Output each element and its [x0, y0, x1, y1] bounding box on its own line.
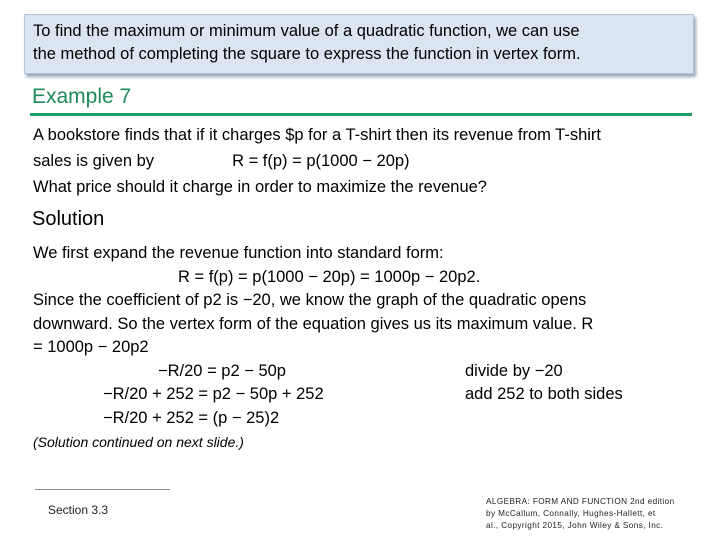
step-row — [33, 360, 698, 384]
problem-line-2 — [33, 148, 693, 174]
continued-note: (Solution continued on next slide.) — [33, 434, 244, 450]
solution-body — [33, 242, 698, 430]
revenue-formula: R = f(p) = p(1000 − 20p) — [232, 152, 410, 170]
footer-credit — [486, 496, 686, 532]
footer-divider — [35, 489, 170, 490]
step-comment: add 252 to both sides — [465, 385, 623, 403]
footer-credit-line-1: ALGEBRA: FORM AND FUNCTION 2nd edition — [486, 497, 675, 506]
step-equation: −R/20 = p2 − 50p — [158, 361, 286, 380]
step-equation: −R/20 + 252 = p2 − 50p + 252 — [103, 385, 324, 403]
intro-box — [24, 14, 694, 74]
title-divider — [30, 113, 692, 116]
solution-line-4: downward. So the vertex form of the equation gives us its maximum value. R — [33, 314, 594, 333]
solution-line-2: R = f(p) = p(1000 − 20p) = 1000p − 20p2. — [178, 267, 481, 286]
footer-section: Section 3.3 — [48, 503, 109, 517]
step-row — [33, 407, 698, 431]
problem-statement — [33, 122, 693, 200]
solution-title: Solution — [32, 208, 105, 230]
solution-line-3: Since the coefficient of p2 is −20, we know the graph of the quadratic opens — [33, 291, 587, 309]
example-title: Example 7 — [32, 85, 132, 108]
footer-credit-line-2: by McCallum, Connally, Hughes-Hallett, et — [486, 509, 656, 518]
step-row — [33, 383, 698, 407]
problem-line-3: What price should it charge in order to maximize the revenue? — [33, 178, 487, 196]
step-equation: −R/20 + 252 = (p − 25)2 — [103, 408, 280, 427]
problem-line-1: A bookstore finds that if it charges $p for a T-shirt then its revenue from T-shirt — [33, 126, 601, 144]
solution-line-5: = 1000p − 20p2 — [33, 338, 149, 356]
intro-line-2: the method of completing the square to express the function in vertex form. — [33, 45, 581, 63]
step-comment: divide by −20 — [465, 361, 563, 380]
problem-line-2-prefix: sales is given by — [33, 152, 155, 170]
footer-credit-line-3: al., Copyright 2015, John Wiley & Sons, Inc. — [486, 521, 664, 530]
solution-line-1: We first expand the revenue function into standard form: — [33, 244, 444, 262]
intro-line-1: To find the maximum or minimum value of a quadratic function, we can use — [33, 22, 580, 40]
